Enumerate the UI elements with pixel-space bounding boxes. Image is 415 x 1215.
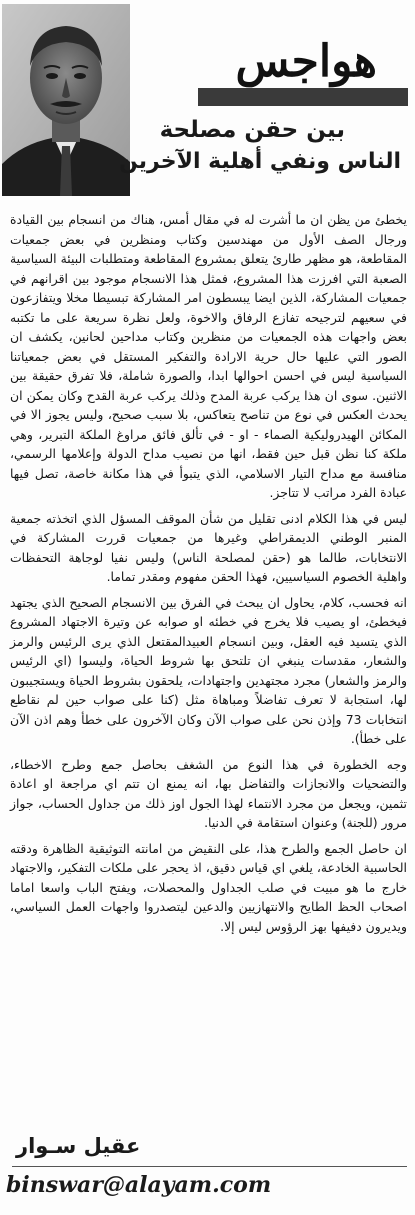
author-signature: عقيل سـوار — [16, 1134, 141, 1158]
article-paragraph: ان حاصل الجمع والطرح هذا، على النقيض من امانته التوثيقية الظاهرة ودقته الحاسبية الخادعة، يلغي اي قياس دقيق، اذ يحجر على ملكات التفكير، والاجتهاد خارج ما هو مبيت في صلب الجداول والمحصلات، ويفتح الباب واسعا اماما اصحاب الحظ الطايح والانتهازيين والدعين ليتصدروا واجهات العمل السياسي، ويديرون دفيفها بهز الرؤوس ليس إلا. — [10, 840, 407, 934]
footer-divider — [12, 1166, 407, 1167]
title-underline-bar — [198, 88, 408, 106]
article-paragraph: ليس في هذا الكلام ادنى تقليل من شأن الموقف المسؤل الذي اتخذته جمعية المنبر الوطني الديمقراطي وغيرها من جمعيات قررت المشاركة في الانتخابات، طالما هو (حقن لمصلحة الناس) وليس نفيا لوجاهة التحفظات واهلية الخصوم السياسيين، فهذا الحقن مفهوم ومقدر تماما. — [10, 510, 407, 584]
headline-line-1: بين حقن مصلحة — [159, 117, 345, 143]
article-paragraph: وجه الخطورة في هذا النوع من الشغف بحاصل جمع وطرح الاخطاء، والتضحيات والانجازات والتفاضل بها، انه يمنع ان تتم اي مراجعة او اعادة تثمين، ويجعل من مجرد الانتماء لهذا الجول اوز ذلك من جداول الحساب، جواز مرور (للجنة) وعنوان استقامة في الدنيا. — [10, 756, 407, 830]
article-paragraph: انه فحسب، كلام، يحاول ان يبحث في الفرق بين الانسجام الصحيح الذي يجتهد فيخطئ، او يصيب فلا يخرج في خطئه او صوابه عن وتيرة الاجتهاد المشروع الذي يتسيد فيه العقل، وبين انسجام العبيدالمقتعل الذي يرى الرئيس والرمز والشعار، مقدسات ينبغي ان تلتحق بها شروط الحياة، وليسوا (اي الرئيس والرمز والشعار) مجرد مجتهدين واجتهادات، يلحقون بشروط الحياة ويستجيبون لها، استجابة لا تعرف تفاضلاً ومباهاة مثل (كنا على صواب حين لم نقاطع انتخابات 73 وإذن نحن على صواب الآن وكان الآخرون على خطأ وهم اذن الآن على خطأ). — [10, 594, 407, 746]
article-paragraph: يخطئ من يظن ان ما أشرت له في مقال أمس، هناك من انسجام بين القيادة ورجال الصف الأول من مهندسين وكتاب ومنظرين في بعض جمعيات المقاطعة، هو مظهر طارئ يتعلق بمشروع المقاطعة ومتطلبات البيئة السياسية الصعبة التي افرزت هذا المشروع، فمثل هذا الانسجام موجود بين اقرانهم في جمعيات المشاركة، الذين ايضا يبسطون امر المشاركة تبسيطا مخلا ويتفازعون في سعيهم لترجيحه تفازع الرفاق والاخوة، ولعل نظرة سريعة على ما تكتبه بعض واجهات هذه الجمعيات من منظرين وكتاب مداحين لحانين، يكشف ان الصور التي عليها حال حرية الارادة والتفكير المستقل في بعض جمعياتنا السياسية ليس في احسن احوالها ابدا، والصورة شاملة، فلا تفرق حقيقة بين الاثنين. سوى ان هذا يركب عربة المدح وذلك يركب عربة القدح وكان يمكن ان يحدث العكس في نوع من تناصح يتعاكس، بلا سبب صحيح، وليس يجوز الا في المكائن الهيدروليكية الصماء - او - في تألق فائق مراوغ الملكة التبرير، وهي ملكة كنا نظن قبل حين فقط، انها من نصيب مداح الدولة وإعلامها الرسمي، منافسة مع مداح التيار الاسلامي، الذي يتبوأ في هذا مكانة خاصة، تصل فيها عبادة الفرد مراتب لا تتاجز. — [10, 212, 407, 500]
article-body — [10, 210, 407, 942]
headline-line-2: الناس ونفي أهلية الآخرين — [118, 149, 401, 174]
author-email: binswar@alayam.com — [6, 1172, 272, 1198]
column-title: هواجس — [235, 36, 377, 87]
author-photo — [2, 4, 130, 196]
column-header — [0, 0, 415, 200]
author-portrait-image — [2, 4, 130, 196]
